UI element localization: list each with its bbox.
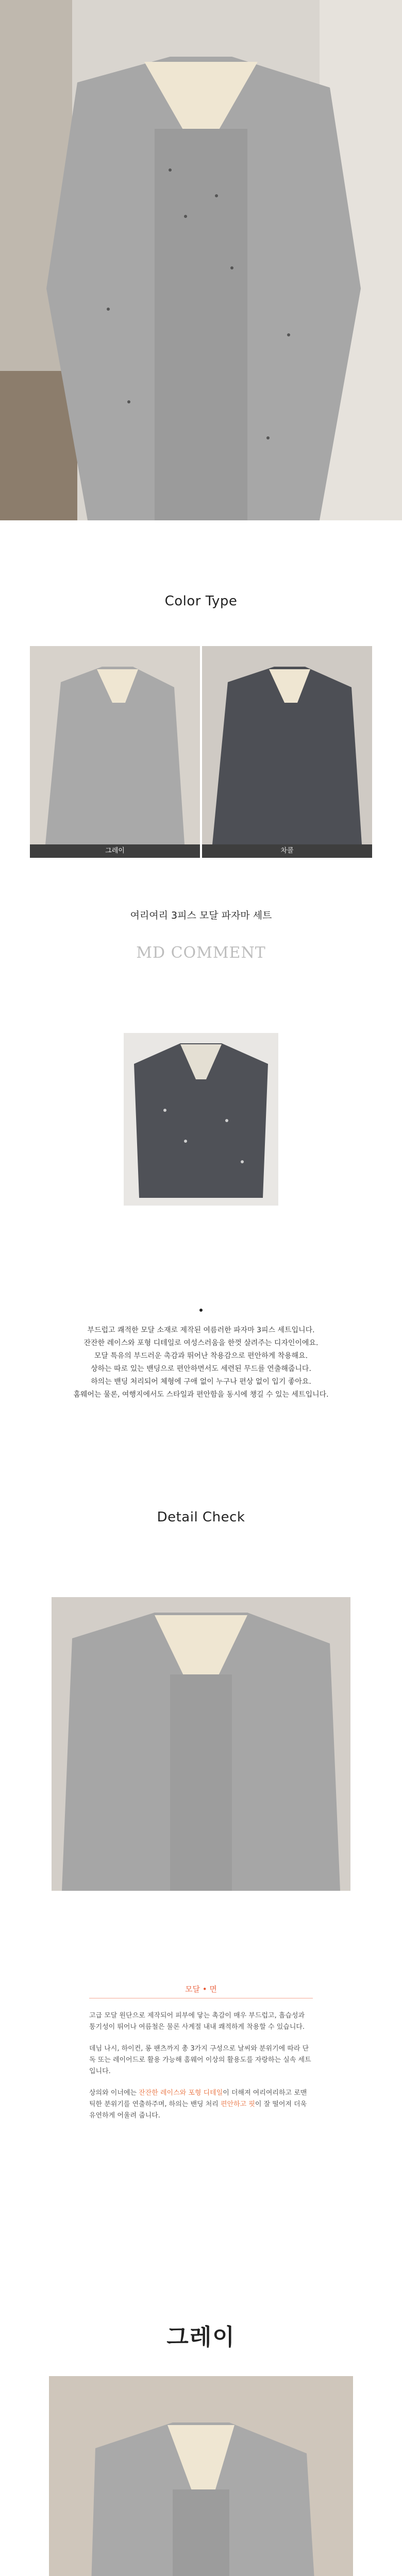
fabric-paragraph-1: 고급 모달 원단으로 제작되어 피부에 닿는 촉감이 매우 부드럽고, 흡습성과 통기성이 뛰어나 여름철은 물론 사계절 내내 쾌적하게 착용할 수 있습니다.	[89, 2012, 305, 2031]
detail-check-photo	[52, 1597, 350, 1891]
md-comment-text: 부드럽고 쾌적한 모달 소재로 제작된 여름러한 파자마 3피스 세트입니다. 잔잔한 레이스와 포형 디테일로 여성스러움을 한껏 살려주는 디자인이에요. 모달 특유의 부드러운 촉감과 뛰어난 착용감으로 편안하게 착용해요. 상하는 따로 있는 밴딩으로 편안하면서도 세련된 무드를 연출해줍니다. 하의는 밴딩 처리되어 체형에 구애 없이 누구나 편상 없이 입기 좋아요. 홈웨어는 물론, 여행지에서도 스타일과 편안함을 동시에 챙길 수 있는 세트입니다.	[73, 1326, 329, 1399]
gray-photo-1	[49, 2376, 353, 2576]
fabric-text-c: 이 잘 떨어져 더욱 유연하게 어울려 줍니다.	[89, 2100, 307, 2120]
fabric-description	[89, 2010, 313, 2122]
gray-section-title: 그레이	[166, 2324, 236, 2350]
hero-photo	[0, 0, 402, 520]
fabric-paragraph-3	[89, 2088, 313, 2122]
color-swatch-charcoal-photo[interactable]	[202, 646, 372, 844]
product-name: 여리여리 3피스 모달 파자마 세트	[130, 910, 272, 921]
color-swatch-gray-photo[interactable]	[30, 646, 200, 844]
fabric-highlight-1: 잔잔한 레이스와 포형 디테일	[139, 2089, 223, 2097]
fabric-title: 모달 • 면	[185, 1985, 217, 1994]
fabric-highlight-2: 편안하고 핏	[220, 2100, 255, 2108]
color-type-title: Color Type	[164, 594, 238, 609]
md-comment-photo	[124, 1033, 278, 1206]
fabric-text-b: 이 더해져 여리여리하고 로맨틱한 분위기를 연출하주며, 하의는 밴딩 처리	[89, 2089, 307, 2108]
color-label-charcoal: 차콜	[202, 844, 372, 858]
fabric-text-a: 상의와 이너에는	[89, 2089, 139, 2097]
md-comment-bullet	[199, 1309, 203, 1312]
color-label-gray: 그레이	[30, 844, 200, 858]
detail-check-title: Detail Check	[157, 1510, 245, 1525]
md-comment-title: MD COMMENT	[136, 944, 266, 962]
fabric-paragraph-2: 데님 나시, 하이컨, 롱 팬츠까지 총 3가지 구성으로 날씨와 분위기에 따라 단독 또는 레이어드로 활용 가능해 홈웨어 이상의 활용도를 자랑하는 실속 세트입니다.	[89, 2045, 311, 2075]
